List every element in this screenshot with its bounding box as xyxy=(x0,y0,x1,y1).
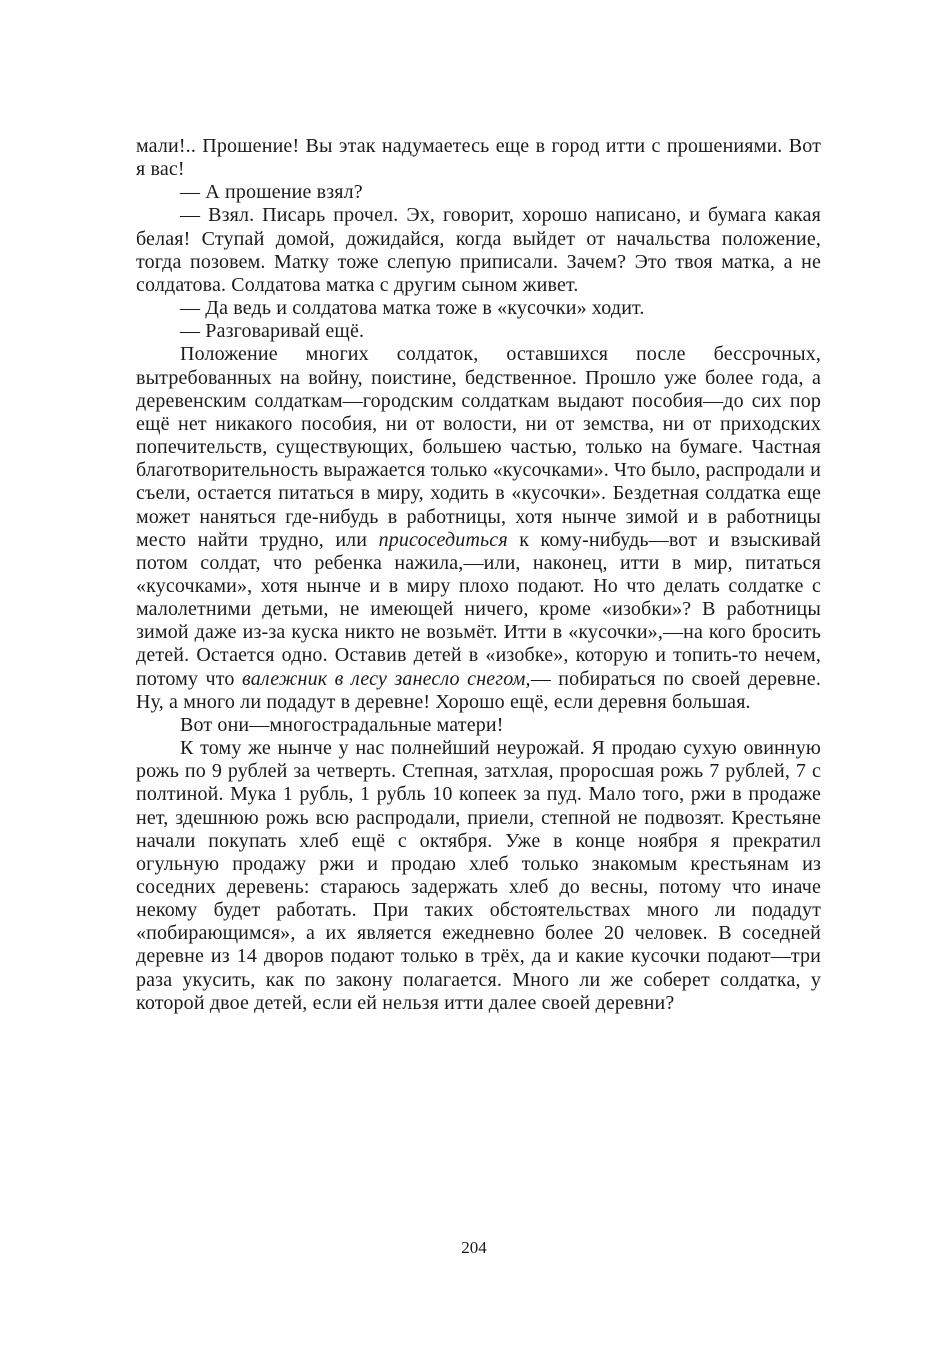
dialogue-line: — Разговаривай ещё. xyxy=(180,320,365,343)
italic-text: присоседиться xyxy=(378,528,508,551)
dialogue-line: — Взял. Писарь прочел. Эх, говорит, хорошо написано, и бумага какая белая! Ступай домой, дожидайся, когда выйдет от начальства положение, тогда позовем. Матку тоже слепую приписали. Зачем? Это твоя матка, а не солдатова. Солдатова матка с другим сыном живет. xyxy=(136,204,821,296)
page-body xyxy=(136,135,821,1015)
dialogue-line: — А прошение взял? xyxy=(180,181,363,204)
text-run: Положение многих солдаток, оставшихся после бессрочных, вытребованных на войну, поистине, бедственное. Прошло уже более года, а деревенским солдаткам—городским солдаткам выдают пособия—до сих пор ещё нет никакого пособия, ни от волости, ни от земства, ни от приходских попечительств, существующих, большею частью, только на бумаге. Частная благотворительность выражается только «кусочками». Что было, распродали и съели, остается питаться в миру, ходить в «кусочки». Бездетная солдатка еще может наняться где-нибудь в работницы, хотя нынче зимой и в работницы место найти трудно, или xyxy=(136,343,821,551)
text-run: — побираться по своей деревне. Ну, а много ли подадут в деревне! Хорошо ещё, если деревня большая. xyxy=(136,667,821,713)
paragraph: К тому же нынче у нас полнейший неурожай. Я продаю сухую овинную рожь по 9 рублей за четверть. Степная, затхлая, проросшая рожь 7 рублей, 7 с полтиной. Мука 1 рубль, 1 рубль 10 копеек за пуд. Мало того, ржи в продаже нет, здешнюю рожь всю распродали, приели, степной не подвозят. Крестьяне начали покупать хлеб ещё с октября. Уже в конце ноября я прекратил огульную продажу ржи и продаю хлеб только знакомым крестьянам из соседних деревень: стараюсь задержать хлеб до весны, потому что иначе некому будет работать. При таких обстоятельствах много ли подадут «побирающимся», а их является ежедневно более 20 человек. В соседней деревне из 14 дворов подают только в трёх, да и какие кусочки подают—три раза укусить, как по закону полагается. Много ли же соберет солдатка, у которой двое детей, если ей нельзя итти далее своей деревни? xyxy=(136,737,821,1014)
paragraph xyxy=(136,343,821,714)
paragraph: Вот они—многострадальные матери! xyxy=(180,713,504,736)
page-number: 204 xyxy=(461,1238,487,1257)
dialogue-line: — Да ведь и солдатова матка тоже в «кусочки» ходит. xyxy=(180,297,645,320)
paragraph: мали!.. Прошение! Вы этак надумаетесь еще в город итти с прошениями. Вот я вас! xyxy=(136,135,821,181)
italic-text: валежник в лесу занесло снегом, xyxy=(242,667,531,690)
text-run: к кому-нибудь—вот и взыскивай потом солдат, что ребенка нажила,—или, наконец, итти в мир, питаться «кусочками», хотя нынче и в миру плохо подают. Но что делать солдатке с малолетними детьми, не имеющей ничего, кроме «изобки»? В работницы зимой даже из-за куска никто не возьмёт. Итти в «кусочки»,—на кого бросить детей. Остается одно. Оставив детей в «изобке», которую и топить-то нечем, потому что xyxy=(136,528,821,690)
